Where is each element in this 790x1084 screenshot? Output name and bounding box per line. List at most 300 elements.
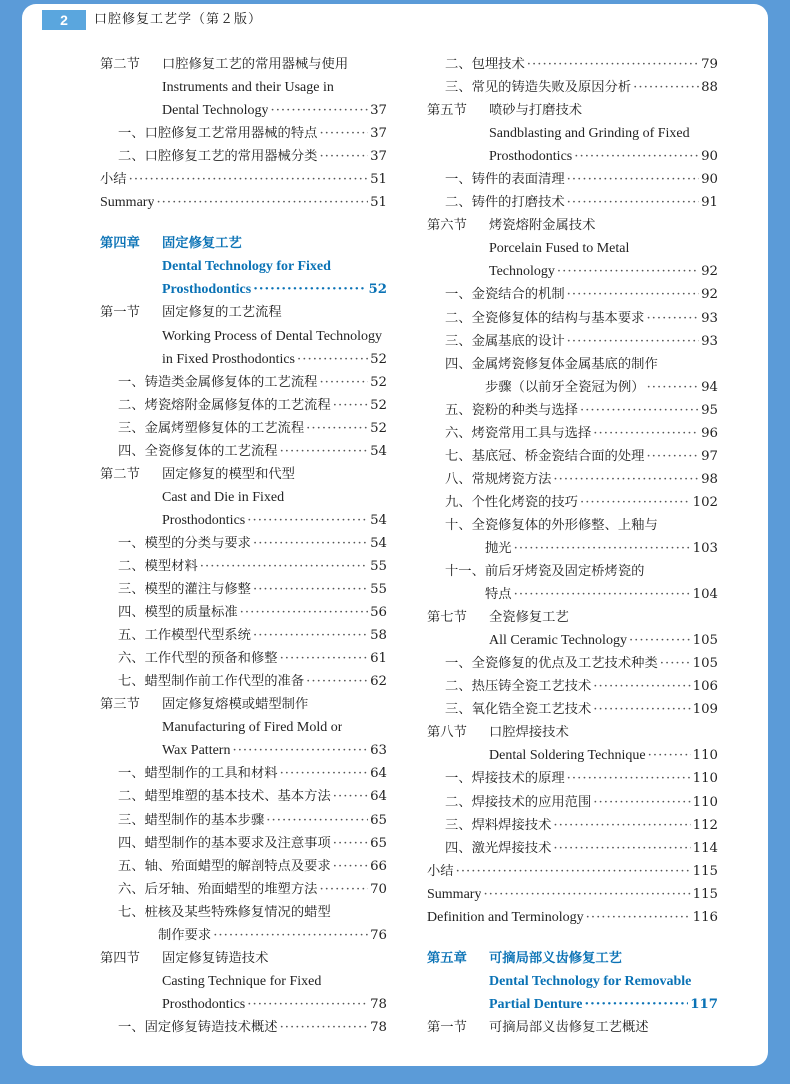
toc-entry-row (100, 532, 387, 555)
toc-entry-row (427, 191, 718, 214)
toc-section-row (100, 76, 387, 99)
toc-dot-leader (647, 376, 700, 399)
toc-item-number: 二、 (445, 310, 472, 326)
toc-item-number: 一、 (445, 656, 472, 672)
toc-section-number: 第二节 (100, 57, 140, 72)
toc-page-number: 70 (370, 881, 387, 897)
toc-item-number: 二、 (445, 794, 472, 810)
toc-chapter-row (100, 232, 387, 255)
toc-entry-row (100, 191, 387, 214)
toc-page-number: 52 (368, 282, 387, 298)
toc-item-number: 一、 (445, 172, 472, 188)
toc-left-column (100, 53, 387, 1039)
toc-chapter-row (427, 970, 718, 993)
toc-entry-row (427, 675, 718, 698)
toc-spacer (100, 214, 387, 232)
toc-page-number: 102 (692, 494, 718, 510)
toc-page-number: 92 (701, 264, 718, 280)
toc-page-number: 95 (701, 402, 718, 418)
toc-dot-leader (129, 168, 368, 191)
toc-dot-leader (333, 855, 368, 878)
toc-section-number: 第五章 (427, 950, 467, 966)
toc-dot-leader (253, 578, 368, 601)
toc-entry-title: 制作要求 (158, 927, 212, 943)
toc-dot-leader (557, 260, 699, 283)
toc-entry-title: 全瓷修复的优点及工艺技术种类 (471, 656, 658, 672)
toc-entry-title: Summary (100, 195, 155, 211)
toc-entry-title: 抛光 (485, 540, 512, 556)
toc-section-row (427, 214, 718, 237)
toc-dot-leader (213, 924, 368, 947)
toc-entry-row (100, 394, 387, 417)
toc-item-number: 四、 (118, 835, 145, 851)
toc-entry-row (100, 878, 387, 901)
toc-entry-title: 金属烤瓷修复体金属基底的制作 (471, 356, 658, 372)
toc-dot-leader (319, 122, 368, 145)
toc-entry-title: Dental Soldering Technique (489, 748, 646, 764)
toc-entry-row (427, 283, 718, 306)
toc-dot-leader (280, 647, 369, 670)
toc-page-number: 110 (692, 771, 718, 787)
toc-entry-title: 基底冠、桥金瓷结合面的处理 (471, 448, 645, 464)
toc-entry-title: Casting Technique for Fixed (162, 973, 322, 989)
toc-item-number: 一、 (118, 1019, 145, 1035)
toc-dot-leader (306, 417, 368, 440)
toc-item-number: 二、 (445, 195, 472, 211)
toc-dot-leader (660, 652, 691, 675)
toc-entry-title: 全瓷修复体的工艺流程 (144, 443, 278, 459)
toc-page-number: 91 (701, 195, 718, 211)
toc-section-row (427, 721, 718, 744)
toc-item-number: 四、 (118, 605, 145, 621)
toc-item-number: 一、 (118, 535, 145, 551)
toc-entry-row (100, 417, 387, 440)
toc-dot-leader (240, 601, 368, 624)
toc-entry-title: Cast and Die in Fixed (162, 489, 285, 505)
toc-entry-row (100, 555, 387, 578)
toc-dot-leader (280, 1016, 369, 1039)
toc-item-number: 七、 (118, 674, 145, 690)
toc-section-row (100, 509, 387, 532)
toc-entry-title: 瓷粉的种类与选择 (471, 402, 578, 418)
toc-item-number: 三、 (118, 420, 145, 436)
toc-entry-title: 全瓷修复体的外形修整、上釉与 (471, 517, 658, 533)
toc-entry-title: 焊接技术的原理 (471, 771, 565, 787)
toc-dot-leader (567, 191, 699, 214)
toc-section-number: 第八节 (427, 725, 467, 741)
toc-page-number: 64 (370, 789, 387, 805)
toc-section-row (100, 693, 387, 716)
toc-dot-leader (646, 445, 699, 468)
toc-entry-row (100, 924, 387, 947)
toc-entry-row (427, 399, 718, 422)
toc-chapter-row (427, 993, 718, 1016)
toc-section-row (100, 970, 387, 993)
toc-entry-row (427, 168, 718, 191)
toc-section-row (100, 99, 387, 122)
toc-item-number: 八、 (445, 471, 472, 487)
toc-entry-title: 热压铸全瓷工艺技术 (471, 679, 592, 695)
toc-page-number: 64 (370, 766, 387, 782)
toc-entry-title: All Ceramic Technology (489, 633, 627, 649)
toc-entry-row (100, 901, 387, 924)
toc-entry-title: Working Process of Dental Technology (162, 328, 383, 344)
toc-entry-row (427, 698, 718, 721)
toc-entry-title: 铸件的表面清理 (471, 172, 565, 188)
toc-page-number: 104 (692, 587, 718, 603)
toc-item-number: 六、 (445, 425, 472, 441)
toc-section-row (100, 463, 387, 486)
toc-item-number: 三、 (445, 817, 472, 833)
toc-dot-leader (333, 832, 368, 855)
page-number: 2 (42, 10, 86, 30)
toc-entry-row (427, 53, 718, 76)
toc-dot-leader (586, 906, 691, 929)
toc-entry-title: 全瓷修复工艺 (489, 610, 569, 626)
toc-section-number: 第二节 (100, 466, 140, 482)
toc-dot-leader (200, 555, 368, 578)
toc-entry-row (427, 906, 718, 929)
toc-page-number: 79 (701, 57, 718, 72)
toc-section-row (427, 122, 718, 145)
toc-entry-row (100, 785, 387, 808)
toc-dot-leader (648, 744, 691, 767)
toc-entry-row (100, 601, 387, 624)
toc-entry-title: 蜡型堆塑的基本技术、基本方法 (144, 789, 331, 805)
toc-item-number: 三、 (118, 582, 145, 598)
toc-dot-leader (584, 993, 688, 1016)
toc-dot-leader (319, 145, 368, 168)
toc-page-number: 117 (690, 996, 718, 1012)
toc-page-number: 90 (701, 149, 718, 165)
toc-entry-title: 桩核及某些特殊修复情况的蜡型 (144, 904, 331, 920)
toc-section-row (427, 99, 718, 122)
toc-dot-leader (247, 509, 368, 532)
toc-dot-leader (297, 348, 368, 371)
toc-entry-title: 常见的铸造失败及原因分析 (471, 80, 632, 96)
toc-entry-title: 可摘局部义齿修复工艺概述 (489, 1019, 649, 1035)
toc-item-number: 七、 (118, 904, 145, 920)
toc-page-number: 66 (370, 858, 387, 874)
toc-entry-title: 蜡型制作的工具和材料 (144, 766, 278, 782)
toc-page-number: 93 (701, 333, 718, 349)
toc-section-row (100, 716, 387, 739)
toc-item-number: 七、 (445, 448, 472, 464)
toc-section-row (100, 301, 387, 324)
book-page (22, 4, 768, 1066)
toc-entry-title: 焊接技术的应用范围 (471, 794, 592, 810)
toc-page-number: 54 (370, 535, 387, 551)
toc-entry-row (100, 762, 387, 785)
toc-entry-title: 蜡型制作的基本要求及注意事项 (144, 835, 331, 851)
toc-dot-leader (253, 624, 368, 647)
toc-dot-leader (593, 422, 699, 445)
toc-entry-title: 步骤（以前牙全瓷冠为例） (485, 379, 645, 395)
toc-entry-title: in Fixed Prosthodontics (162, 351, 296, 367)
toc-dot-leader (593, 791, 690, 814)
toc-item-number: 三、 (445, 702, 472, 718)
page-header (22, 4, 768, 34)
toc-item-number: 四、 (118, 443, 145, 459)
toc-entry-title: Wax Pattern (162, 743, 231, 759)
toc-item-number: 四、 (445, 840, 472, 856)
toc-section-number: 第四章 (100, 236, 140, 252)
toc-entry-row (427, 883, 718, 906)
toc-entry-row (427, 491, 718, 514)
toc-dot-leader (280, 762, 369, 785)
toc-item-number: 五、 (118, 628, 145, 644)
toc-section-row (427, 145, 718, 168)
toc-dot-leader (567, 283, 699, 306)
toc-entry-title: 固定修复的工艺流程 (162, 305, 282, 321)
toc-dot-leader (232, 739, 368, 762)
toc-entry-title: Dental Technology (162, 103, 269, 119)
toc-page-number: 94 (701, 379, 718, 395)
toc-entry-title: 模型的分类与要求 (144, 535, 251, 551)
toc-page-number: 61 (370, 651, 387, 667)
toc-page-number: 115 (692, 863, 718, 879)
toc-page-number: 112 (692, 817, 718, 833)
toc-entry-title: 金属烤塑修复体的工艺流程 (144, 420, 305, 436)
toc-dot-leader (333, 785, 368, 808)
toc-page-number: 105 (692, 633, 718, 649)
toc-item-number: 一、 (118, 126, 145, 142)
toc-entry-row (427, 537, 718, 560)
toc-page-number: 115 (692, 886, 718, 902)
toc-dot-leader (456, 860, 691, 883)
toc-item-number: 一、 (445, 771, 472, 787)
toc-entry-row (100, 145, 387, 168)
toc-entry-row (427, 514, 718, 537)
toc-dot-leader (514, 583, 691, 606)
toc-item-number: 五、 (118, 858, 145, 874)
toc-page-number: 97 (701, 448, 718, 464)
toc-entry-title: 焊料焊接技术 (471, 817, 552, 833)
toc-entry-row (427, 837, 718, 860)
toc-entry-title: 铸件的打磨技术 (471, 195, 565, 211)
toc-page-number: 96 (701, 425, 718, 441)
toc-dot-leader (553, 814, 690, 837)
toc-page-number: 116 (692, 909, 718, 925)
toc-dot-leader (253, 278, 366, 301)
toc-entry-title: 固定修复的模型和代型 (162, 466, 295, 482)
toc-entry-row (100, 647, 387, 670)
toc-entry-title: Prosthodontics (162, 512, 246, 528)
toc-item-number: 五、 (445, 402, 472, 418)
toc-entry-row (427, 422, 718, 445)
toc-page-number: 103 (692, 540, 718, 556)
toc-entry-row (427, 307, 718, 330)
toc-entry-row (100, 670, 387, 693)
toc-entry-row (427, 860, 718, 883)
toc-section-number: 第三节 (100, 697, 140, 713)
toc-entry-title: 包埋技术 (471, 57, 525, 72)
toc-section-row (427, 744, 718, 767)
toc-dot-leader (247, 993, 368, 1016)
toc-entry-title: 工作代型的预备和修整 (144, 651, 278, 667)
toc-entry-row (427, 583, 718, 606)
toc-entry-title: 个性化烤瓷的技巧 (471, 494, 578, 510)
toc-entry-title: 后牙轴、殆面蜡型的堆塑方法 (144, 881, 318, 897)
toc-item-number: 二、 (445, 679, 472, 695)
toc-entry-title: Technology (489, 264, 555, 280)
toc-entry-title: Summary (427, 886, 482, 902)
toc-entry-title: 固定修复铸造技术 (162, 950, 269, 966)
toc-entry-title: Prosthodontics (162, 996, 246, 1012)
toc-page-number: 51 (370, 172, 387, 188)
toc-dot-leader (593, 698, 690, 721)
toc-section-number: 第四节 (100, 950, 140, 966)
toc-section-number: 第一节 (100, 305, 140, 321)
toc-section-number: 第一节 (427, 1019, 467, 1035)
toc-item-number: 一、 (118, 766, 145, 782)
toc-item-number: 四、 (445, 356, 472, 372)
toc-section-row (100, 739, 387, 762)
toc-item-number: 一、 (118, 374, 145, 390)
toc-entry-title: 固定修复熔模或蜡型制作 (162, 697, 309, 713)
toc-item-number: 二、 (118, 397, 145, 413)
toc-entry-title: 烤瓷熔附金属修复体的工艺流程 (144, 397, 331, 413)
toc-dot-leader (553, 468, 699, 491)
toc-section-row (100, 947, 387, 970)
toc-page-number: 55 (370, 558, 387, 574)
toc-page-number: 52 (370, 374, 387, 390)
toc-dot-leader (633, 76, 699, 99)
toc-dot-leader (483, 883, 690, 906)
toc-item-number: 一、 (445, 287, 472, 303)
toc-entry-title: Instruments and their Usage in (162, 80, 334, 96)
toc-item-number: 六、 (118, 651, 145, 667)
toc-section-row (100, 348, 387, 371)
toc-dot-leader (574, 145, 699, 168)
book-title: 口腔修复工艺学（第２版） (94, 12, 263, 27)
toc-page-number: 106 (692, 679, 718, 695)
toc-entry-title: 固定修复铸造技术概述 (144, 1019, 278, 1035)
toc-entry-row (100, 855, 387, 878)
toc-page-number: 52 (370, 351, 387, 367)
toc-dot-leader (306, 670, 368, 693)
toc-chapter-row (100, 278, 387, 301)
toc-entry-row (427, 560, 718, 583)
toc-entry-title: 金瓷结合的机制 (471, 287, 565, 303)
toc-dot-leader (567, 330, 699, 353)
toc-dot-leader (319, 371, 368, 394)
toc-section-number: 第七节 (427, 610, 467, 626)
toc-entry-title: Porcelain Fused to Metal (489, 241, 630, 257)
toc-entry-row (427, 652, 718, 675)
toc-dot-leader (593, 675, 690, 698)
toc-entry-title: 小结 (427, 863, 454, 879)
toc-section-number: 第五节 (427, 103, 467, 119)
toc-section-row (100, 486, 387, 509)
toc-page-number: 65 (370, 835, 387, 851)
toc-page-number: 110 (692, 748, 718, 764)
toc-page-number: 54 (370, 443, 387, 459)
toc-item-number: 十一、 (445, 564, 485, 580)
toc-item-number: 三、 (445, 333, 472, 349)
toc-entry-title: 金属基底的设计 (471, 333, 565, 349)
toc-entry-title: Manufacturing of Fired Mold or (162, 720, 343, 736)
toc-entry-title: 口腔修复工艺的常用器械分类 (144, 149, 318, 165)
toc-entry-title: 激光焊接技术 (471, 840, 552, 856)
toc-entry-title: Sandblasting and Grinding of Fixed (489, 126, 690, 142)
toc-page-number: 92 (701, 287, 718, 303)
toc-page-number: 37 (370, 126, 387, 142)
toc-entry-row (427, 814, 718, 837)
toc-page-number: 63 (370, 743, 387, 759)
toc-dot-leader (646, 307, 699, 330)
toc-entry-title: 烤瓷熔附金属技术 (489, 218, 596, 234)
toc-entry-title: 工作模型代型系统 (144, 628, 251, 644)
toc-page-number: 78 (370, 996, 387, 1012)
toc-entry-row (427, 330, 718, 353)
toc-section-number: 第六节 (427, 218, 467, 234)
toc-section-row (100, 53, 387, 76)
toc-page-number: 62 (370, 674, 387, 690)
toc-entry-title: 铸造类金属修复体的工艺流程 (144, 374, 318, 390)
toc-dot-leader (266, 809, 368, 832)
toc-item-number: 六、 (118, 881, 145, 897)
toc-entry-title: Prosthodontics (489, 149, 573, 165)
toc-dot-leader (580, 399, 699, 422)
toc-section-row (427, 237, 718, 260)
toc-page-number: 88 (701, 80, 718, 96)
toc-entry-row (427, 791, 718, 814)
toc-dot-leader (319, 878, 368, 901)
toc-entry-title: 特点 (485, 587, 512, 603)
toc-entry-row (427, 353, 718, 376)
toc-page-number: 51 (370, 195, 387, 211)
toc-page-number: 98 (701, 471, 718, 487)
toc-chapter-row (100, 255, 387, 278)
toc-entry-row (100, 624, 387, 647)
toc-entry-title: 喷砂与打磨技术 (489, 103, 583, 119)
toc-dot-leader (270, 99, 368, 122)
toc-chapter-row (427, 947, 718, 970)
toc-entry-title: 口腔修复工艺常用器械的特点 (144, 126, 318, 142)
toc-page-number: 54 (370, 512, 387, 528)
toc-dot-leader (527, 53, 699, 76)
toc-entry-row (100, 1016, 387, 1039)
toc-section-row (100, 993, 387, 1016)
toc-page-number: 58 (370, 628, 387, 644)
toc-entry-title: Partial Denture (489, 996, 583, 1012)
toc-dot-leader (567, 767, 691, 790)
toc-page-number: 52 (370, 420, 387, 436)
toc-entry-title: 蜡型制作前工作代型的准备 (144, 674, 305, 690)
toc-spacer (427, 929, 718, 947)
toc-entry-title: 口腔修复工艺的常用器械与使用 (162, 57, 349, 72)
toc-entry-row (427, 76, 718, 99)
toc-dot-leader (629, 629, 691, 652)
toc-entry-title: 蜡型制作的基本步骤 (144, 812, 265, 828)
toc-item-number: 二、 (118, 149, 145, 165)
toc-entry-title: 轴、殆面蜡型的解剖特点及要求 (144, 858, 331, 874)
toc-page-number: 65 (370, 812, 387, 828)
toc-page-number: 78 (370, 1019, 387, 1035)
toc-page-number: 109 (692, 702, 718, 718)
toc-page-number: 90 (701, 172, 718, 188)
toc-entry-title: Dental Technology for Removable (489, 973, 692, 989)
toc-entry-title: 固定修复工艺 (162, 236, 242, 252)
toc-entry-title: 氧化锆全瓷工艺技术 (471, 702, 592, 718)
toc-page-number: 93 (701, 310, 718, 326)
toc-page-number: 55 (370, 582, 387, 598)
toc-section-row (427, 260, 718, 283)
toc-section-row (427, 629, 718, 652)
toc-entry-row (100, 168, 387, 191)
toc-entry-row (427, 445, 718, 468)
